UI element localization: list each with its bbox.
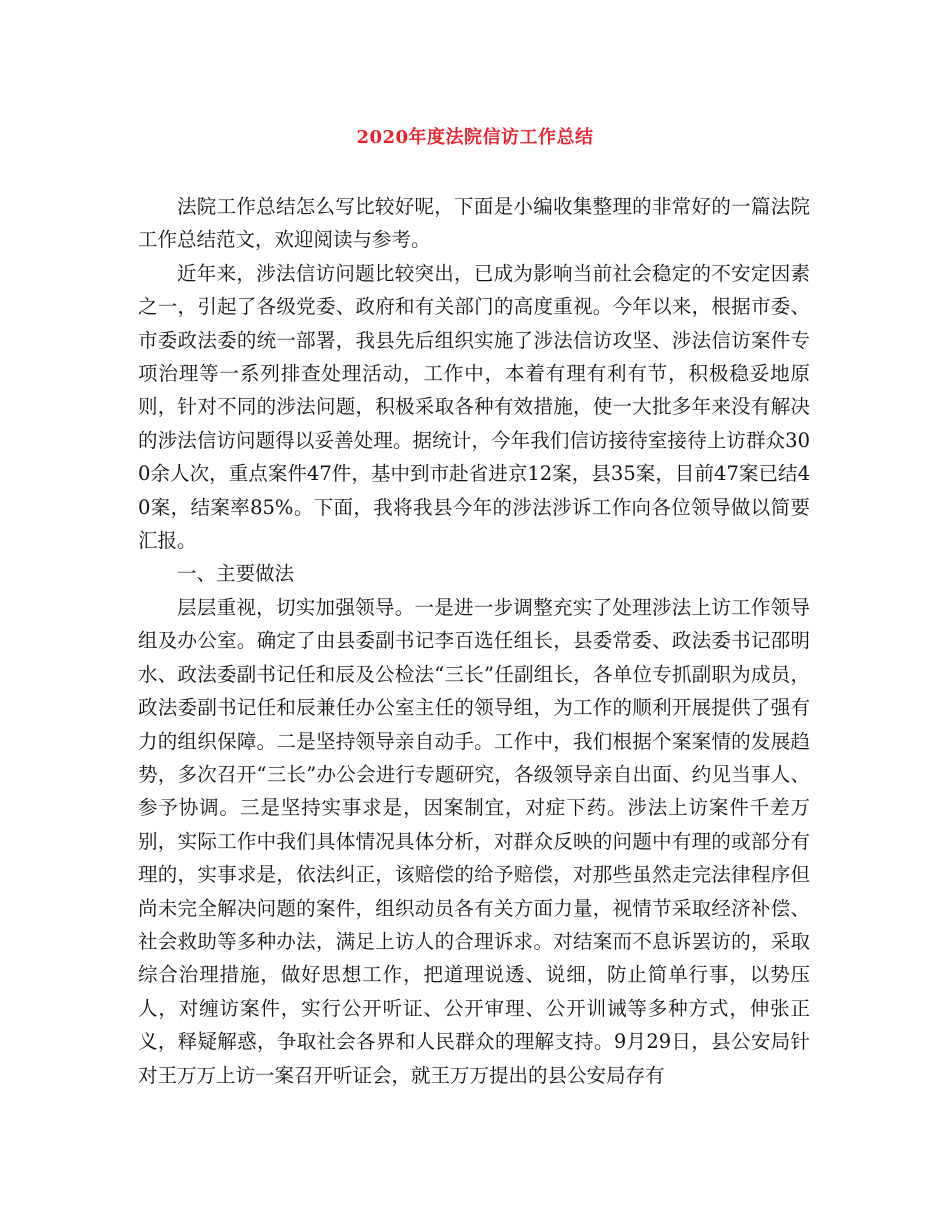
- leadership-paragraph: 层层重视，切实加强领导。一是进一步调整充实了处理涉法上访工作领导组及办公室。确定了由县委副书记李百选任组长，县委常委、政法委书记邵明水、政法委副书记任和辰及公检法“三长”任副组长，各单位专抓副职为成员，政法委副书记任和辰兼任办公室主任的领导组，为工作的顺利开展提供了强有力的组织保障。二是坚持领导亲自动手。工作中，我们根据个案案情的发展趋势，多次召开“三长”办公会进行专题研究，各级领导亲自出面、约见当事人、参予协调。三是坚持实事求是，因案制宜，对症下药。涉法上访案件千差万别，实际工作中我们具体情况具体分析，对群众反映的问题中有理的或部分有理的，实事求是，依法纠正，该赔偿的给予赔偿，对那些虽然走完法律程序但尚未完全解决问题的案件，组织动员各有关方面力量，视情节采取经济补偿、社会救助等多种办法，满足上访人的合理诉求。对结案而不息诉罢访的，采取综合治理措施，做好思想工作，把道理说透、说细，防止简单行事，以势压人，对缠访案件，实行公开听证、公开审理、公开训诫等多种方式，伸张正义，释疑解惑，争取社会各界和人民群众的理解支持。9月29日，县公安局针对王万万上访一案召开听证会，就王万万提出的县公安局存有: [138, 595, 810, 1087]
- intro-paragraph: 法院工作总结怎么写比较好呢，下面是小编收集整理的非常好的一篇法院工作总结范文，欢迎阅读与参考。: [138, 195, 810, 252]
- document-title: 2020年度法院信访工作总结: [356, 127, 594, 148]
- document-body: [138, 190, 810, 1092]
- section-heading: 一、主要做法: [177, 562, 295, 586]
- overview-paragraph: 近年来，涉法信访问题比较突出，已成为影响当前社会稳定的不安定因素之一，引起了各级党委、政府和有关部门的高度重视。今年以来，根据市委、市委政法委的统一部署，我县先后组织实施了涉法信访攻坚、涉法信访案件专项治理等一系列排查处理活动，工作中，本着有理有利有节，积极稳妥地原则，针对不同的涉法问题，积极采取各种有效措施，使一大批多年来没有解决的涉法信访问题得以妥善处理。据统计，今年我们信访接待室接待上访群众300余人次，重点案件47件，基中到市赴省进京12案，县35案，目前47案已结40案，结案率85%。下面，我将我县今年的涉法涉诉工作向各位领导做以简要汇报。: [138, 261, 810, 553]
